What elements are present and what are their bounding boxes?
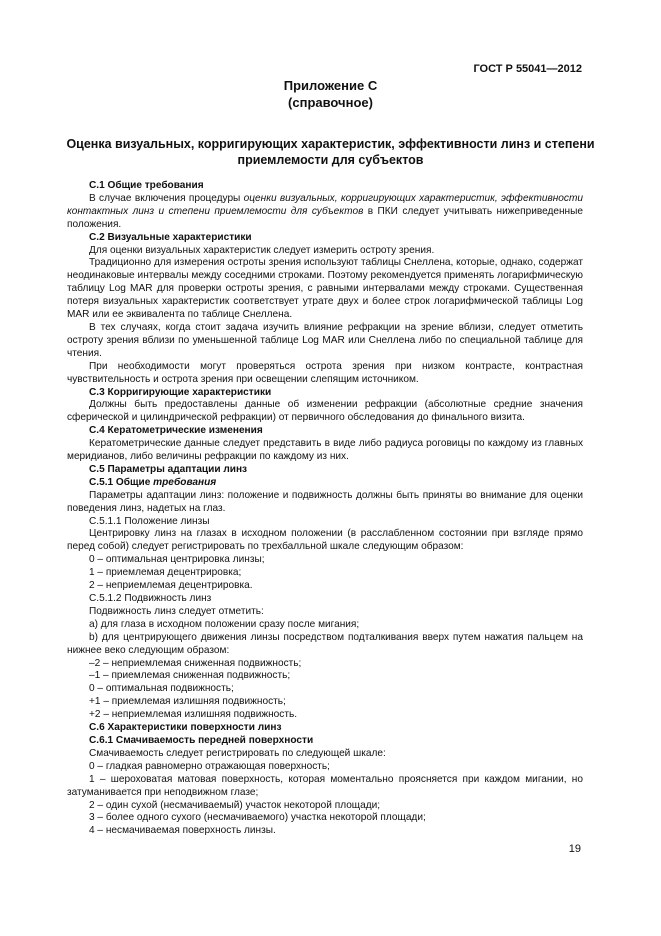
list-item: +1 – приемлемая излишняя подвижность; — [89, 696, 286, 708]
paragraph: Подвижность линз следует отметить: — [89, 605, 264, 617]
section-c1-heading: С.1 Общие требования — [89, 180, 204, 191]
list-item: 3 – более одного сухого (несмачиваемого) участка некоторой площади; — [89, 812, 426, 824]
list-item: b) для центрирующего движения линзы посредством подталкивания вверх путем нажатия пальцем на нижнее веко следующим образом: — [67, 631, 583, 656]
paragraph: Кератометрические данные следует представить в виде либо радиуса роговицы по каждому из главных меридианов, либо величины рефракции по каждому из них. — [67, 438, 583, 463]
list-item: 2 – неприемлемая децентрировка. — [89, 580, 253, 592]
document-code: ГОСТ Р 55041—2012 — [473, 63, 582, 75]
section-c51-heading — [67, 477, 583, 490]
list-item: –2 – неприемлемая сниженная подвижность; — [89, 657, 302, 669]
text-run: в ПКИ следует учитывать нижеприведенные положения. — [67, 205, 583, 230]
paragraph: Параметры адаптации линз: положение и подвижность должны быть приняты во внимание для оценки поведения линз, надетых на глаз. — [67, 489, 583, 514]
list-item: 1 – шероховатая матовая поверхность, которая моментально проясняется при каждом мигании, но затуманивается при неподвижном глазе; — [67, 773, 583, 798]
paragraph: Смачиваемость следует регистрировать по следующей шкале: — [89, 747, 386, 759]
list-item: 0 – гладкая равномерно отражающая поверхность; — [89, 760, 330, 772]
section-c4-heading: С.4 Кератометрические изменения — [89, 425, 263, 437]
list-item: +2 – неприемлемая излишняя подвижность. — [89, 709, 298, 721]
list-item: 4 – несмачиваемая поверхность линзы. — [89, 825, 276, 837]
appendix-subtitle: (справочное) — [288, 95, 373, 110]
paragraph: Должны быть предоставлены данные об изменении рефракции (абсолютные средние значения сферической и цилиндрической рефракции) от первичного обследования до финального визита. — [67, 399, 583, 424]
paragraph: Для оценки визуальных характеристик следует измерить остроту зрения. — [89, 244, 435, 256]
section-c61-heading: С.6.1 Смачиваемость передней поверхности — [89, 734, 314, 746]
section-c6-heading: С.6 Характеристики поверхности линз — [89, 722, 282, 734]
paragraph: При необходимости могут проверяться острота зрения при низком контрасте, контрастная чувствительность и острота зрения при освещении слепящим источником. — [67, 360, 583, 385]
heading-italic-run: требования — [153, 476, 217, 488]
list-item: 0 – оптимальная подвижность; — [89, 683, 234, 695]
document-body — [67, 180, 583, 838]
appendix-heading — [0, 77, 661, 111]
list-item: 1 – приемлемая децентрировка; — [89, 567, 242, 579]
main-title: Оценка визуальных, корригирующих характеристик, эффективности линз и степени приемлемости для субъектов — [66, 137, 595, 167]
text-run: В случае включения процедуры — [89, 192, 244, 204]
section-c5-heading: С.5 Параметры адаптации линз — [89, 463, 248, 475]
appendix-title: Приложение С — [283, 78, 378, 93]
heading-run: С.5.1 Общие — [89, 476, 154, 488]
page-number: 19 — [568, 843, 581, 855]
section-c1-paragraph — [67, 193, 583, 232]
list-item: –1 – приемлемая сниженная подвижность; — [89, 670, 291, 682]
paragraph: Центрировку линз на глазах в исходном положении (в расслабленном состоянии при взгляде прямо перед собой) следует регистрировать по трехбалльной шкале следующим образом: — [67, 528, 583, 553]
paragraph: В тех случаях, когда стоит задача изучить влияние рефракции на зрение вблизи, следует отметить остроту зрения вблизи по уменьшенной таблице Log MAR или Снеллена либо по специальной таблице для чтения. — [67, 321, 583, 359]
section-c2-heading: С.2 Визуальные характеристики — [89, 231, 252, 243]
paragraph: Традиционно для измерения остроты зрения используют таблицы Снеллена, которые, однако, содержат неодинаковые интервалы между соседними строками. Поэтому рекомендуется применять логарифмическую таблицу Log MAR для проверки остроты зрения, с равными интервалами между строками. Существенная потеря визуальных характеристик соответствует утрате двух и более строк логарифмической таблицы Log MAR или ее эквивалента по таблице Снеллена. — [67, 257, 583, 321]
list-item: а) для глаза в исходном положении сразу после мигания; — [89, 618, 360, 630]
section-c511-heading: С.5.1.1 Положение линзы — [89, 515, 210, 527]
list-item: 2 – один сухой (несмачиваемый) участок некоторой площади; — [89, 799, 381, 811]
section-c512-heading: С.5.1.2 Подвижность линз — [89, 593, 212, 604]
italic-run: оценки визуальных, корригирующих характеристик, эффективности контактных линз и степени приемлемости для субъектов — [67, 192, 583, 217]
section-c3-heading: С.3 Корригирующие характеристики — [89, 386, 272, 398]
list-item: 0 – оптимальная центрировка линзы; — [89, 554, 265, 566]
